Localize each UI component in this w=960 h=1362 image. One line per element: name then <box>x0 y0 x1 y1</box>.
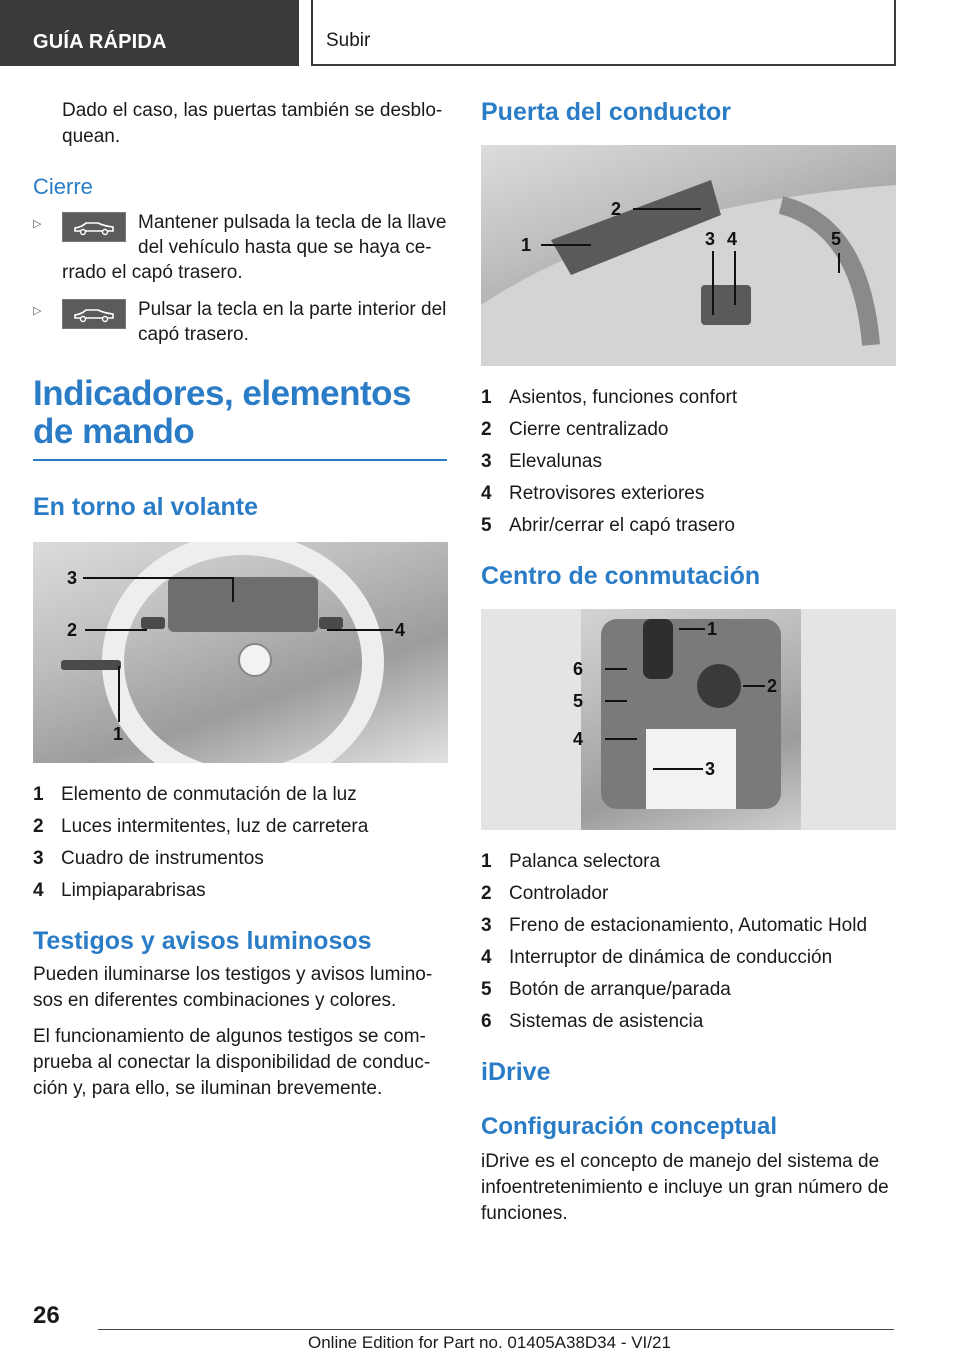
item-number: 2 <box>481 419 492 440</box>
item-number: 2 <box>481 883 492 904</box>
nav-link-subir[interactable]: Subir <box>311 0 896 66</box>
item-number: 1 <box>33 784 44 805</box>
list-item <box>33 779 447 811</box>
item-number: 6 <box>481 1011 492 1032</box>
item-text: Limpiaparabrisas <box>61 880 206 901</box>
page-number: 26 <box>33 1302 60 1329</box>
triangle-right-icon: ▷ <box>33 305 42 317</box>
testigos-paragraph: El funcionamiento de algunos testigos se com-prueba al conectar la disponibilidad de conduc-ción y, para ello, se iluminan brevemente. <box>33 1026 431 1099</box>
item-text: Freno de estacionamiento, Automatic Hold <box>509 915 868 936</box>
callout-label: 3 <box>67 568 78 588</box>
callout-label: 2 <box>67 620 78 640</box>
callout-label: 5 <box>573 691 584 711</box>
config-paragraph: iDrive es el concepto de manejo del sistema de infoentretenimiento e incluye un gran número de funciones. <box>481 1151 889 1224</box>
callout-label: 4 <box>727 229 738 249</box>
cierre-item <box>33 210 447 285</box>
item-number: 4 <box>33 880 44 901</box>
list-item <box>481 510 895 542</box>
testigos-heading: Testigos y avisos luminosos <box>33 927 372 955</box>
cierre-item-text: Mantener pulsada la tecla de la llave del vehículo hasta que se haya ce-rrado el capó trasero. <box>62 212 447 283</box>
list-item <box>33 843 447 875</box>
list-item <box>481 478 895 510</box>
list-item <box>481 414 895 446</box>
list-item <box>481 846 895 878</box>
callout-label: 2 <box>611 199 622 219</box>
cierre-item-text: Pulsar la tecla en la parte interior del capó trasero. <box>138 299 447 345</box>
callout-label: 4 <box>573 729 584 749</box>
list-item <box>33 811 447 843</box>
callout-label: 3 <box>705 229 716 249</box>
item-text: Elevalunas <box>509 451 602 472</box>
callout-label: 2 <box>767 676 778 696</box>
puerta-heading: Puerta del conductor <box>481 98 732 126</box>
car-trunk-icon <box>62 299 126 329</box>
item-text: Palanca selectora <box>509 851 661 872</box>
main-heading: Indicadores, elementos de mando <box>33 375 447 461</box>
callout-label: 1 <box>521 235 532 255</box>
list-item <box>33 875 447 907</box>
callout-label: 5 <box>831 229 842 249</box>
callout-label: 6 <box>573 659 584 679</box>
right-column <box>481 98 895 1237</box>
volante-legend <box>33 779 447 907</box>
config-heading: Configuración conceptual <box>481 1113 778 1140</box>
callout-label: 3 <box>705 759 716 779</box>
callout-label: 1 <box>707 619 718 639</box>
list-item <box>481 1006 895 1038</box>
item-number: 3 <box>481 451 492 472</box>
item-number: 4 <box>481 483 492 504</box>
intro-text: Dado el caso, las puertas también se desblo-quean. <box>62 100 443 147</box>
item-text: Interruptor de dinámica de conducción <box>509 947 833 968</box>
edition-text: Online Edition for Part no. 01405A38D34 - VI/21 <box>308 1333 671 1352</box>
item-number: 5 <box>481 515 492 536</box>
item-text: Elemento de conmutación de la luz <box>61 784 357 805</box>
item-text: Retrovisores exteriores <box>509 483 705 504</box>
item-text: Botón de arranque/parada <box>509 979 731 1000</box>
triangle-right-icon: ▷ <box>33 218 42 230</box>
item-number: 1 <box>481 387 492 408</box>
callout-label: 4 <box>395 620 406 640</box>
volante-heading: En torno al volante <box>33 493 259 521</box>
list-item <box>481 910 895 942</box>
item-number: 3 <box>33 848 44 869</box>
item-number: 3 <box>481 915 492 936</box>
driver-door-photo <box>481 145 896 366</box>
item-text: Asientos, funciones confort <box>509 387 738 408</box>
item-text: Abrir/cerrar el capó trasero <box>509 515 735 536</box>
list-item <box>481 446 895 478</box>
car-trunk-icon <box>62 212 126 242</box>
list-item <box>481 942 895 974</box>
item-text: Cierre centralizado <box>509 419 669 440</box>
footer-divider <box>98 1329 894 1330</box>
centro-legend <box>481 846 895 1038</box>
item-text: Luces intermitentes, luz de carretera <box>61 816 369 837</box>
item-number: 4 <box>481 947 492 968</box>
center-console-photo <box>481 609 896 830</box>
callout-label: 1 <box>113 724 124 744</box>
list-item <box>481 878 895 910</box>
item-text: Sistemas de asistencia <box>509 1011 704 1032</box>
item-text: Controlador <box>509 883 609 904</box>
section-tab[interactable]: GUÍA RÁPIDA <box>0 0 299 66</box>
left-column <box>33 98 447 1112</box>
list-item <box>481 382 895 414</box>
item-number: 2 <box>33 816 44 837</box>
centro-heading: Centro de conmutación <box>481 562 761 590</box>
cierre-heading: Cierre <box>33 174 93 199</box>
testigos-paragraph: Pueden iluminarse los testigos y avisos lumino-sos en diferentes combinaciones y colores. <box>33 964 433 1011</box>
steering-wheel-photo <box>33 542 448 763</box>
puerta-legend <box>481 382 895 542</box>
item-number: 5 <box>481 979 492 1000</box>
item-number: 1 <box>481 851 492 872</box>
list-item <box>481 974 895 1006</box>
idrive-heading: iDrive <box>481 1058 551 1086</box>
item-text: Cuadro de instrumentos <box>61 848 264 869</box>
cierre-item <box>33 297 447 347</box>
